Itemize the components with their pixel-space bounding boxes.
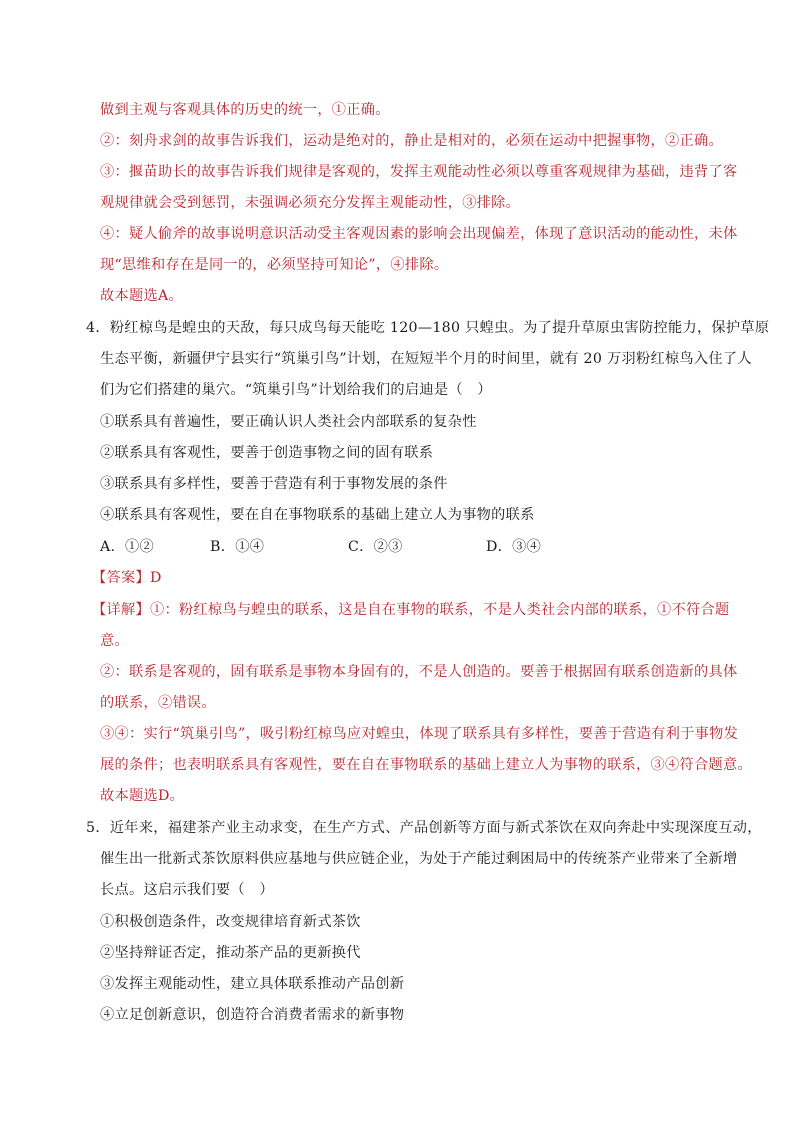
prev-explanation-line-6: 现“思维和存在是同一的，必须坚持可知论”，④排除。 (100, 257, 449, 273)
prev-explanation-line-4: 观规律就会受到惩罚，未强调必须充分发挥主观能动性，③排除。 (100, 195, 521, 211)
q4-statement-2: ②联系具有客观性，要善于创造事物之间的固有联系 (100, 445, 434, 461)
q4-stem-line-3: 们为它们搭建的巢穴。“筑巢引鸟”计划给我们的启迪是（ ） (100, 382, 492, 398)
prev-explanation-line-3: ③：揠苗助长的故事告诉我们规律是客观的，发挥主观能动性必须以尊重客观规律为基础，违背了客 (100, 164, 738, 180)
q4-statement-3: ③联系具有多样性，要善于营造有利于事物发展的条件 (100, 476, 448, 492)
answer-label: 【答案】 (92, 570, 150, 586)
q5-statement-4: ④立足创新意识，创造符合消费者需求的新事物 (100, 1007, 405, 1023)
prev-explanation-line-5: ④：疑人偷斧的故事说明意识活动受主客观因素的影响会出现偏差，体现了意识活动的能动性，未体 (100, 226, 738, 242)
q4-statement-4: ④联系具有客观性，要在自在事物联系的基础上建立人为事物的联系 (100, 507, 535, 523)
answer-value: D (149, 570, 162, 586)
q5-statement-2: ②坚持辩证否定，推动茶产品的更新换代 (100, 945, 361, 961)
q4-option-c: C．②③ (348, 539, 403, 555)
q5-stem-line-3: 长点。这启示我们要（ ） (100, 882, 274, 898)
q4-stem-line-2: 生态平衡，新疆伊宁县实行“筑巢引鸟”计划，在短短半个月的时间里，就有 20 万羽粉红椋鸟入住了人 (100, 351, 752, 367)
q4-option-a: A．①② (100, 539, 155, 555)
q4-detail-line-5: ③④：实行“筑巢引鸟”，吸引粉红椋鸟应对蝗虫，体现了联系具有多样性，要善于营造有利于事物发 (100, 726, 739, 742)
detail-label: 【详解】 (92, 602, 150, 618)
q4-detail-line-1 (92, 600, 729, 620)
q4-detail-line-4: 的联系，②错误。 (100, 695, 216, 711)
detail-text-1: ①：粉红椋鸟与蝗虫的联系，这是自在事物的联系，不是人类社会内部的联系，①不符合题 (149, 602, 730, 618)
prev-conclusion: 故本题选A。 (100, 288, 183, 304)
q4-detail-line-2: 意。 (100, 633, 129, 649)
q5-stem-line-1: 5．近年来，福建茶产业主动求变，在生产方式、产品创新等方面与新式茶饮在双向奔赴中实现深度互动， (86, 820, 762, 836)
q4-option-d: D．③④ (486, 539, 542, 555)
q4-answer (92, 568, 162, 588)
q5-statement-3: ③发挥主观能动性，建立具体联系推动产品创新 (100, 976, 405, 992)
q4-statement-1: ①联系具有普遍性，要正确认识人类社会内部联系的复杂性 (100, 414, 477, 430)
q5-stem-line-2: 催生出一批新式茶饮原料供应基地与供应链企业，为处于产能过剩困局中的传统茶产业带来了全新增 (100, 851, 738, 867)
q4-detail-line-6: 展的条件；也表明联系具有客观性，要在自在事物联系的基础上建立人为事物的联系，③④符合题意。 (100, 757, 752, 773)
q4-stem-line-1: 4．粉红椋鸟是蝗虫的天敌，每只成鸟每天能吃 120—180 只蝗虫。为了提升草原虫害防控能力，保护草原 (86, 320, 770, 336)
q4-detail-line-3: ②：联系是客观的，固有联系是事物本身固有的，不是人创造的。要善于根据固有联系创造新的具体 (100, 664, 738, 680)
q4-conclusion: 故本题选D。 (100, 788, 185, 804)
prev-explanation-line-1: 做到主观与客观具体的历史的统一，①正确。 (100, 102, 390, 118)
q4-option-b: B．①④ (210, 539, 265, 555)
q5-statement-1: ①积极创造条件，改变规律培育新式茶饮 (100, 914, 361, 930)
prev-explanation-line-2: ②：刻舟求剑的故事告诉我们，运动是绝对的，静止是相对的，必须在运动中把握事物，②正确。 (100, 133, 723, 149)
